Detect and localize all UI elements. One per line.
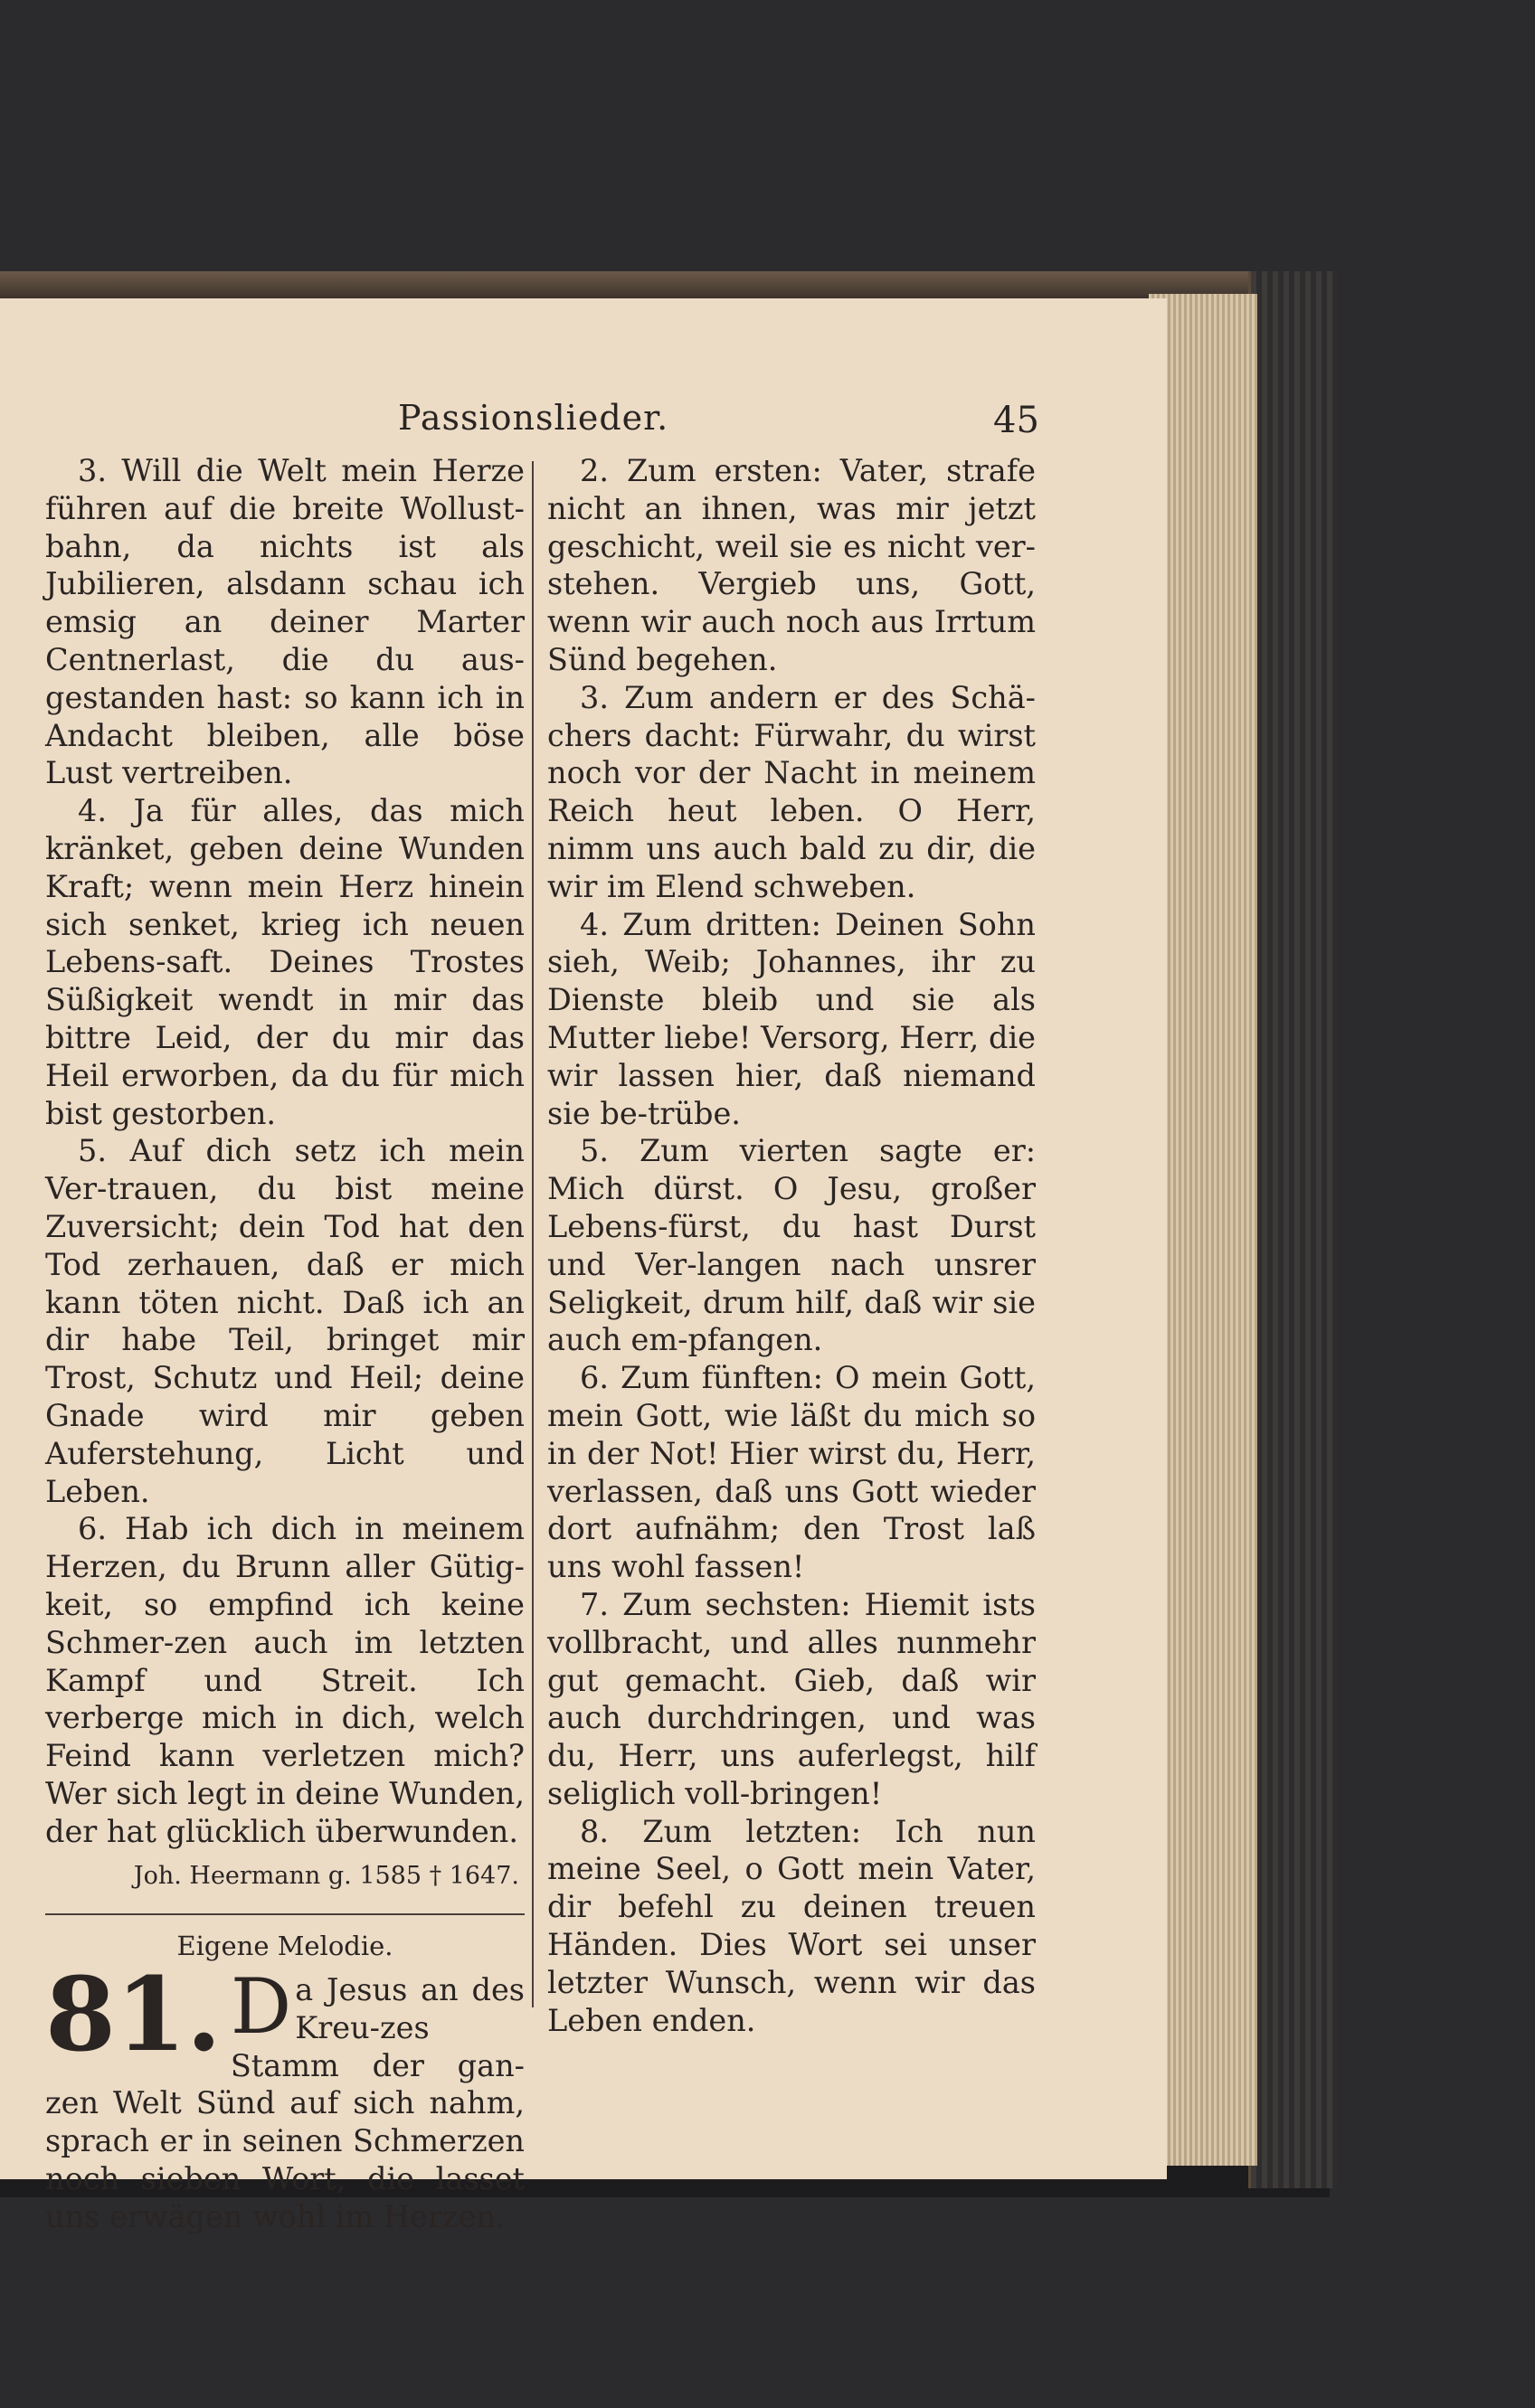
stanza: 2. Zum ersten: Vater, strafe nicht an ihnen, was mir jetzt geschicht, weil sie es nicht ver-stehen. Vergieb uns, Gott, wenn wir auch noch aus Irrtum Sünd begehen. [547,453,1036,677]
stanza: 8. Zum letzten: Ich nun meine Seel, o Gott mein Vater, dir befehl zu deinen treuen Händen. Dies Wort sei unser letzter Wunsch, wenn wir das Leben enden. [547,1813,1036,2038]
hymn-81-first-stanza [45,1956,525,2236]
hymn-first-stanza-text: a Jesus an des Kreu-zes Stamm der gan-zen Welt Sünd auf sich nahm, sprach er in seinen Schmerzen noch sieben Wort, die lasset uns erwägen wohl im Herzen. [45,1972,525,2234]
stanza: 4. Zum dritten: Deinen Sohn sieh, Weib; Johannes, ihr zu Dienste bleib und sie als Mutter liebe! Versorg, Herr, die wir lassen hier, daß niemand sie be-trübe. [547,906,1036,1131]
stanza: 3. Will die Welt mein Herze führen auf die breite Wollust-bahn, da nichts ist als Jubilieren, alsdann schau ich emsig an deiner Marter Centnerlast, die du aus-gestanden hast: so kann ich in Andacht bleiben, alle böse Lust vertreiben. [45,453,525,791]
stanza: 5. Auf dich setz ich mein Ver-trauen, du bist meine Zuversicht; dein Tod hat den Tod zerhauen, daß er mich kann töten nicht. Daß ich an dir habe Teil, bringet mir Trost, Schutz und Heil; deine Gnade wird mir geben Auferstehung, Licht und Leben. [45,1133,525,1509]
stanza: 6. Hab ich dich in meinem Herzen, du Brunn aller Gütig-keit, so empfind ich keine Schmer-zen auch im letzten Kampf und Streit. Ich verberge mich in dich, welch Feind kann verletzen mich? Wer sich legt in deine Wunden, der hat glücklich überwunden. [45,1511,525,1849]
right-column [547,452,1036,2039]
drop-cap: D [230,1962,292,2052]
stanza: 6. Zum fünften: O mein Gott, mein Gott, wie läßt du mich so in der Not! Hier wirst du, Herr, verlassen, daß uns Gott wieder dort aufnähm; den Trost laß uns wohl fassen! [547,1360,1036,1585]
section-divider [45,1913,525,1915]
book-page [0,298,1167,2234]
stanza: 4. Ja für alles, das mich kränket, geben deine Wunden Kraft; wenn mein Herz hinein sich senket, krieg ich neuen Lebens-saft. Deines Trostes Süßigkeit wendt in mir das bittre Leid, der du mir das Heil erworben, da du für mich bist gestorben. [45,793,525,1131]
book-cover-edge [1248,271,1337,2188]
melody-label: Eigene Melodie. [176,1931,393,1962]
author-attribution: Joh. Heermann g. 1585 † 1647. [133,1862,519,1891]
column-divider [532,461,534,2007]
page-number: 45 [993,400,1039,441]
left-column [45,452,525,2236]
stanza: 7. Zum sechsten: Hiemit ists vollbracht, und alles nunmehr gut gemacht. Gieb, daß wir auch durchdringen, und was du, Herr, uns auferlegst, hilf seliglich voll-bringen! [547,1586,1036,1811]
book-spine-top [0,271,1275,300]
stanza: 3. Zum andern er des Schä-chers dacht: Fürwahr, du wirst noch vor der Nacht in meinem Reich heut leben. O Herr, nimm uns auch bald zu dir, die wir im Elend schweben. [547,679,1036,904]
stanza: 5. Zum vierten sagte er: Mich dürst. O Jesu, großer Lebens-fürst, du hast Durst und Ver-langen nach unsrer Seligkeit, drum hilf, daß wir sie auch em-pfangen. [547,1133,1036,1358]
running-title: Passionslieder. [398,398,669,438]
hymn-number: 81. [45,1956,222,2075]
